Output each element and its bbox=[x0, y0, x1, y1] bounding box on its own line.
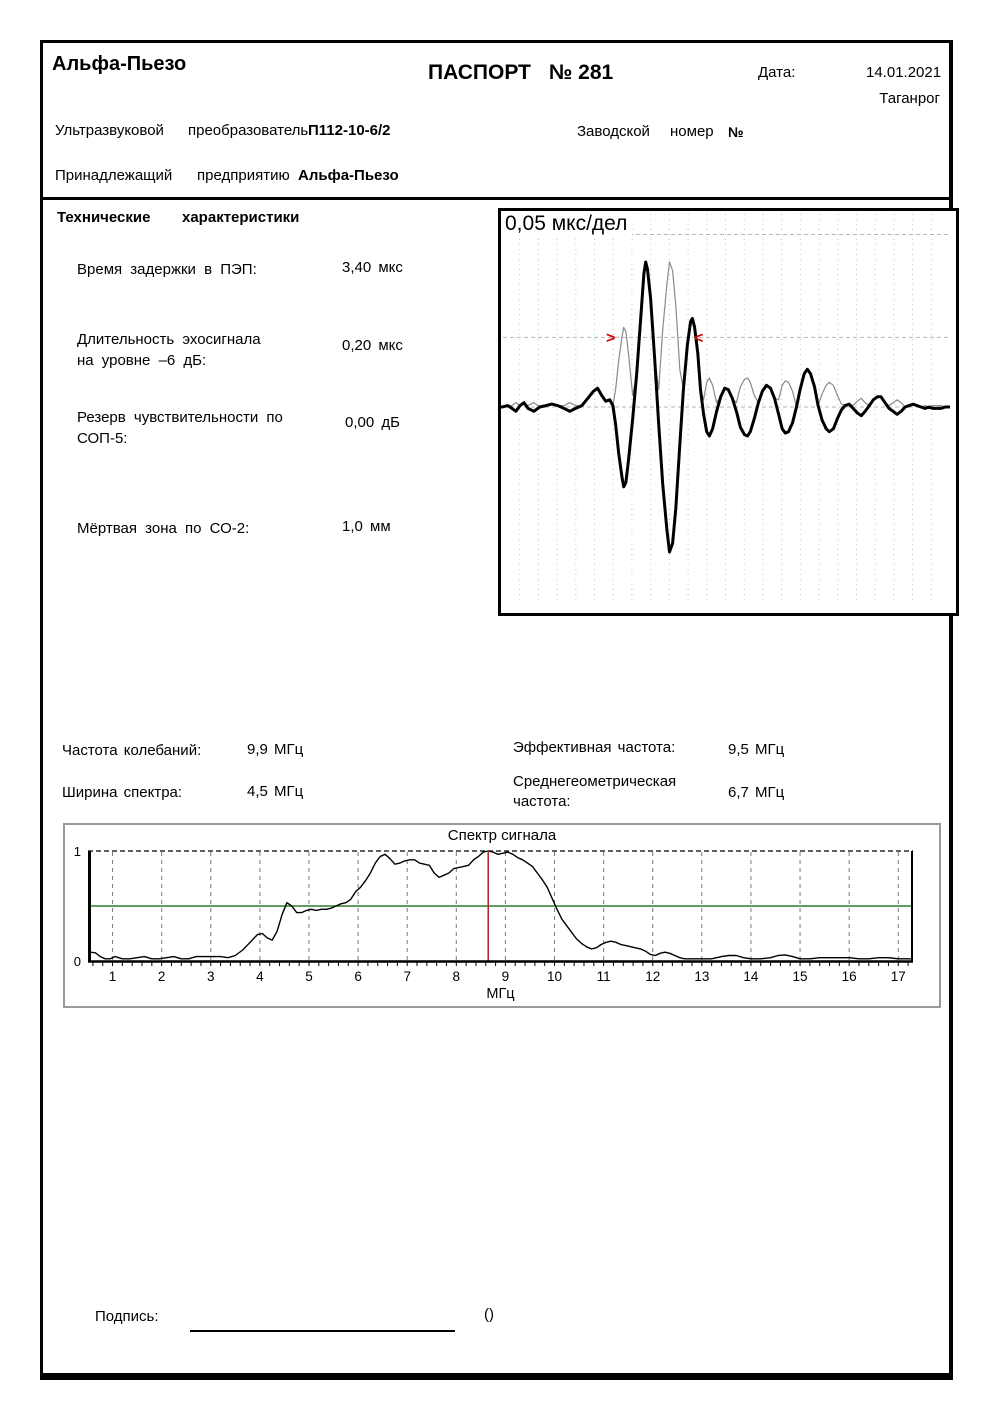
freq-geometric-value: 6,7 МГц bbox=[728, 784, 785, 801]
spec-row-deadzone-label: Мёртвая зона по СО-2: bbox=[77, 520, 250, 537]
oscillogram-plot bbox=[501, 211, 950, 607]
freq-bandwidth-label: Ширина спектра: bbox=[62, 784, 183, 801]
svg-text:17: 17 bbox=[890, 969, 906, 984]
date-value: 14.01.2021 bbox=[866, 64, 942, 81]
svg-text:1: 1 bbox=[73, 844, 81, 859]
owner-word2: предприятию bbox=[197, 167, 290, 184]
spec-row-deadzone-value: 1,0 мм bbox=[342, 518, 391, 535]
svg-text:<: < bbox=[693, 329, 704, 347]
document-number: № 281 bbox=[548, 61, 614, 84]
svg-text:13: 13 bbox=[694, 969, 710, 984]
freq-oscillation-value: 9,9 МГц bbox=[247, 741, 304, 758]
spectrum-plot bbox=[65, 825, 935, 1002]
svg-text:0: 0 bbox=[73, 954, 81, 969]
svg-text:МГц: МГц bbox=[486, 986, 515, 1002]
signature-line bbox=[190, 1330, 455, 1332]
specs-title-word2: характеристики bbox=[182, 209, 300, 226]
date-label: Дата: bbox=[758, 64, 796, 81]
device-word2: преобразователь bbox=[188, 122, 309, 139]
svg-text:7: 7 bbox=[403, 969, 411, 984]
company-name: Альфа-Пьезо bbox=[52, 53, 187, 75]
svg-text:1: 1 bbox=[108, 969, 117, 984]
svg-text:10: 10 bbox=[547, 969, 563, 984]
svg-text:6: 6 bbox=[354, 969, 362, 984]
svg-text:11: 11 bbox=[596, 969, 611, 984]
device-model: П112-10-6/2 bbox=[308, 122, 391, 139]
svg-text:15: 15 bbox=[792, 969, 808, 984]
oscillogram-scale-label: 0,05 мкс/дел bbox=[503, 212, 632, 238]
spec-row-duration-value: 0,20 мкс bbox=[342, 337, 403, 354]
svg-text:12: 12 bbox=[645, 969, 661, 984]
spectrum-title: Спектр сигнала bbox=[447, 827, 557, 844]
oscillogram-chart bbox=[498, 208, 959, 616]
spec-row-sensitivity-label: Резерв чувствительности по СОП-5: bbox=[77, 409, 283, 447]
spec-row-duration-label: Длительность эхосигнала на уровне –6 дБ: bbox=[77, 331, 261, 369]
device-word1: Ультразвуковой bbox=[55, 122, 164, 139]
spec-row-delay-label: Время задержки в ПЭП: bbox=[77, 261, 257, 278]
svg-text:5: 5 bbox=[305, 969, 313, 984]
svg-text:>: > bbox=[605, 329, 616, 347]
serial-word2: номер bbox=[670, 123, 714, 140]
signature-label: Подпись: bbox=[95, 1308, 159, 1325]
signature-parentheses: () bbox=[484, 1306, 494, 1323]
document-title-word: ПАСПОРТ bbox=[428, 61, 531, 84]
freq-oscillation-label: Частота колебаний: bbox=[62, 742, 202, 759]
spec-row-sensitivity-value: 0,00 дБ bbox=[345, 414, 400, 431]
svg-text:9: 9 bbox=[501, 969, 510, 984]
spectrum-chart bbox=[63, 823, 941, 1008]
city: Таганрог bbox=[879, 90, 940, 107]
svg-text:14: 14 bbox=[743, 969, 759, 984]
svg-text:2: 2 bbox=[157, 969, 166, 984]
spec-row-delay-value: 3,40 мкс bbox=[342, 259, 403, 276]
owner-word1: Принадлежащий bbox=[55, 167, 173, 184]
svg-text:4: 4 bbox=[256, 969, 264, 984]
serial-word1: Заводской bbox=[577, 123, 650, 140]
freq-effective-value: 9,5 МГц bbox=[728, 741, 785, 758]
freq-bandwidth-value: 4,5 МГц bbox=[247, 783, 304, 800]
svg-text:16: 16 bbox=[841, 969, 857, 984]
specs-title-word1: Технические bbox=[57, 209, 151, 226]
section-divider bbox=[43, 197, 949, 200]
svg-text:8: 8 bbox=[452, 969, 461, 984]
document-title bbox=[428, 61, 613, 85]
freq-geometric-label: Среднегеометрическая частота: bbox=[513, 773, 677, 810]
freq-effective-label: Эффективная частота: bbox=[513, 739, 676, 756]
serial-number-sign: № bbox=[728, 124, 744, 140]
owner-company: Альфа-Пьезо bbox=[298, 167, 399, 184]
svg-text:3: 3 bbox=[207, 969, 215, 984]
